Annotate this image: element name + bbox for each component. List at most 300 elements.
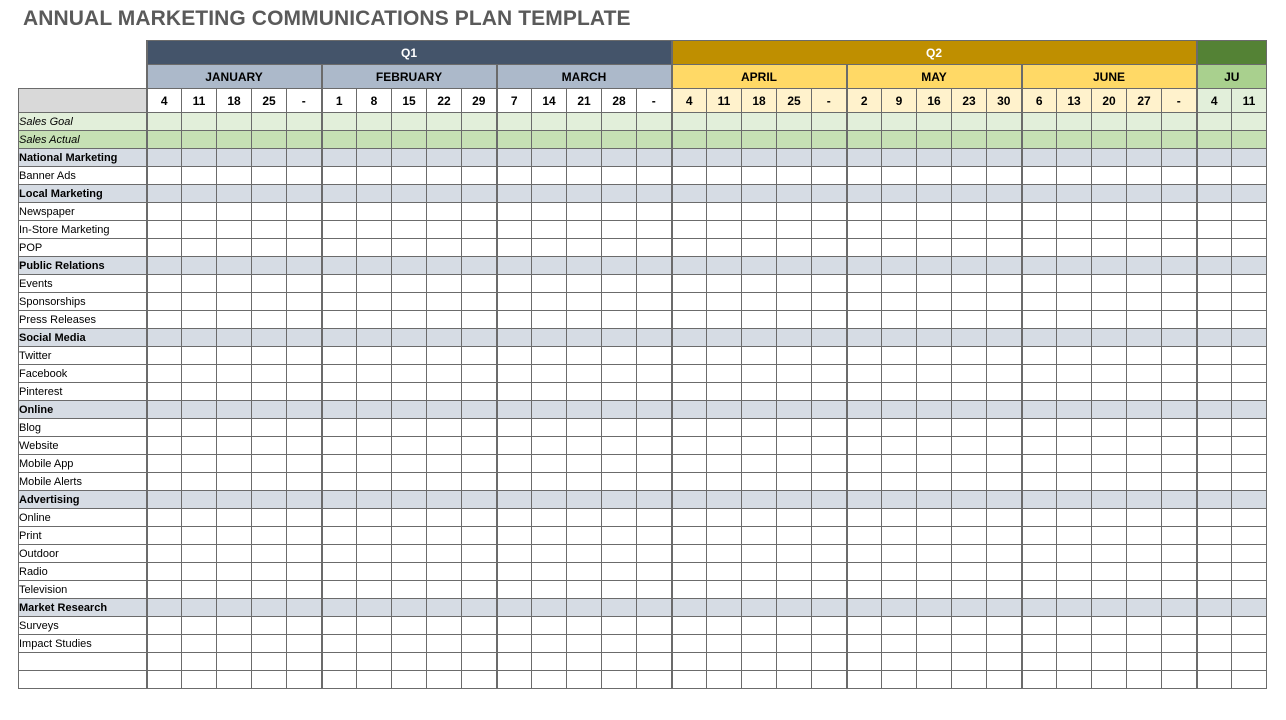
schedule-cell[interactable] bbox=[847, 581, 882, 599]
schedule-cell[interactable] bbox=[392, 473, 427, 491]
schedule-cell[interactable] bbox=[777, 149, 812, 167]
schedule-cell[interactable] bbox=[742, 383, 777, 401]
schedule-cell[interactable] bbox=[952, 311, 987, 329]
schedule-cell[interactable] bbox=[847, 131, 882, 149]
schedule-cell[interactable] bbox=[987, 293, 1022, 311]
schedule-cell[interactable] bbox=[1162, 203, 1197, 221]
schedule-cell[interactable] bbox=[1092, 473, 1127, 491]
schedule-cell[interactable] bbox=[637, 221, 672, 239]
schedule-cell[interactable] bbox=[637, 545, 672, 563]
schedule-cell[interactable] bbox=[567, 401, 602, 419]
schedule-cell[interactable] bbox=[392, 221, 427, 239]
schedule-cell[interactable] bbox=[847, 455, 882, 473]
schedule-cell[interactable] bbox=[777, 419, 812, 437]
schedule-cell[interactable] bbox=[357, 617, 392, 635]
schedule-cell[interactable] bbox=[952, 131, 987, 149]
schedule-cell[interactable] bbox=[882, 275, 917, 293]
schedule-cell[interactable] bbox=[602, 329, 637, 347]
schedule-cell[interactable] bbox=[812, 581, 847, 599]
schedule-cell[interactable] bbox=[987, 185, 1022, 203]
schedule-cell[interactable] bbox=[777, 257, 812, 275]
schedule-cell[interactable] bbox=[847, 473, 882, 491]
schedule-cell[interactable] bbox=[637, 365, 672, 383]
schedule-cell[interactable] bbox=[287, 473, 322, 491]
schedule-cell[interactable] bbox=[287, 149, 322, 167]
schedule-cell[interactable] bbox=[1197, 113, 1232, 131]
schedule-cell[interactable] bbox=[147, 599, 182, 617]
schedule-cell[interactable] bbox=[392, 581, 427, 599]
schedule-cell[interactable] bbox=[987, 455, 1022, 473]
schedule-cell[interactable] bbox=[672, 293, 707, 311]
schedule-cell[interactable] bbox=[1162, 347, 1197, 365]
schedule-cell[interactable] bbox=[952, 635, 987, 653]
schedule-cell[interactable] bbox=[462, 509, 497, 527]
schedule-cell[interactable] bbox=[917, 599, 952, 617]
schedule-cell[interactable] bbox=[1162, 239, 1197, 257]
schedule-cell[interactable] bbox=[1057, 383, 1092, 401]
schedule-cell[interactable] bbox=[497, 149, 532, 167]
schedule-cell[interactable] bbox=[637, 617, 672, 635]
schedule-cell[interactable] bbox=[287, 113, 322, 131]
schedule-cell[interactable] bbox=[357, 149, 392, 167]
schedule-cell[interactable] bbox=[532, 221, 567, 239]
schedule-cell[interactable] bbox=[777, 437, 812, 455]
schedule-cell[interactable] bbox=[427, 545, 462, 563]
schedule-cell[interactable] bbox=[567, 563, 602, 581]
schedule-cell[interactable] bbox=[217, 509, 252, 527]
schedule-cell[interactable] bbox=[742, 329, 777, 347]
schedule-cell[interactable] bbox=[322, 419, 357, 437]
schedule-cell[interactable] bbox=[1232, 581, 1267, 599]
schedule-cell[interactable] bbox=[147, 509, 182, 527]
schedule-cell[interactable] bbox=[707, 167, 742, 185]
schedule-cell[interactable] bbox=[672, 149, 707, 167]
schedule-cell[interactable] bbox=[1232, 635, 1267, 653]
schedule-cell[interactable] bbox=[917, 653, 952, 671]
schedule-cell[interactable] bbox=[1057, 221, 1092, 239]
schedule-cell[interactable] bbox=[1127, 347, 1162, 365]
schedule-cell[interactable] bbox=[287, 239, 322, 257]
schedule-cell[interactable] bbox=[1127, 257, 1162, 275]
schedule-cell[interactable] bbox=[1232, 383, 1267, 401]
schedule-cell[interactable] bbox=[987, 617, 1022, 635]
schedule-cell[interactable] bbox=[217, 383, 252, 401]
schedule-cell[interactable] bbox=[287, 545, 322, 563]
schedule-cell[interactable] bbox=[1232, 311, 1267, 329]
schedule-cell[interactable] bbox=[217, 653, 252, 671]
schedule-cell[interactable] bbox=[637, 203, 672, 221]
schedule-cell[interactable] bbox=[882, 329, 917, 347]
schedule-cell[interactable] bbox=[567, 455, 602, 473]
schedule-cell[interactable] bbox=[497, 635, 532, 653]
schedule-cell[interactable] bbox=[812, 455, 847, 473]
schedule-cell[interactable] bbox=[1057, 185, 1092, 203]
schedule-cell[interactable] bbox=[532, 185, 567, 203]
schedule-cell[interactable] bbox=[427, 509, 462, 527]
schedule-cell[interactable] bbox=[357, 293, 392, 311]
schedule-cell[interactable] bbox=[812, 635, 847, 653]
schedule-cell[interactable] bbox=[427, 617, 462, 635]
schedule-cell[interactable] bbox=[497, 437, 532, 455]
schedule-cell[interactable] bbox=[497, 509, 532, 527]
schedule-cell[interactable] bbox=[252, 293, 287, 311]
schedule-cell[interactable] bbox=[917, 221, 952, 239]
schedule-cell[interactable] bbox=[1092, 563, 1127, 581]
schedule-cell[interactable] bbox=[287, 617, 322, 635]
schedule-cell[interactable] bbox=[1232, 365, 1267, 383]
schedule-cell[interactable] bbox=[602, 203, 637, 221]
schedule-cell[interactable] bbox=[707, 581, 742, 599]
schedule-cell[interactable] bbox=[812, 113, 847, 131]
schedule-cell[interactable] bbox=[672, 527, 707, 545]
schedule-cell[interactable] bbox=[497, 347, 532, 365]
schedule-cell[interactable] bbox=[252, 185, 287, 203]
schedule-cell[interactable] bbox=[637, 437, 672, 455]
schedule-cell[interactable] bbox=[847, 635, 882, 653]
schedule-cell[interactable] bbox=[532, 167, 567, 185]
schedule-cell[interactable] bbox=[777, 509, 812, 527]
schedule-cell[interactable] bbox=[812, 437, 847, 455]
schedule-cell[interactable] bbox=[252, 635, 287, 653]
schedule-cell[interactable] bbox=[217, 635, 252, 653]
schedule-cell[interactable] bbox=[1022, 491, 1057, 509]
schedule-cell[interactable] bbox=[1057, 527, 1092, 545]
schedule-cell[interactable] bbox=[322, 185, 357, 203]
schedule-cell[interactable] bbox=[567, 365, 602, 383]
schedule-cell[interactable] bbox=[1162, 311, 1197, 329]
schedule-cell[interactable] bbox=[147, 419, 182, 437]
schedule-cell[interactable] bbox=[847, 257, 882, 275]
schedule-cell[interactable] bbox=[427, 563, 462, 581]
schedule-cell[interactable] bbox=[707, 455, 742, 473]
schedule-cell[interactable] bbox=[147, 545, 182, 563]
schedule-cell[interactable] bbox=[812, 293, 847, 311]
schedule-cell[interactable] bbox=[567, 113, 602, 131]
schedule-cell[interactable] bbox=[147, 455, 182, 473]
schedule-cell[interactable] bbox=[462, 491, 497, 509]
schedule-cell[interactable] bbox=[287, 131, 322, 149]
schedule-cell[interactable] bbox=[1092, 509, 1127, 527]
schedule-cell[interactable] bbox=[357, 527, 392, 545]
schedule-cell[interactable] bbox=[1197, 581, 1232, 599]
schedule-cell[interactable] bbox=[882, 311, 917, 329]
schedule-cell[interactable] bbox=[462, 419, 497, 437]
schedule-cell[interactable] bbox=[812, 545, 847, 563]
schedule-cell[interactable] bbox=[497, 311, 532, 329]
schedule-cell[interactable] bbox=[1022, 221, 1057, 239]
schedule-cell[interactable] bbox=[217, 221, 252, 239]
schedule-cell[interactable] bbox=[952, 419, 987, 437]
schedule-cell[interactable] bbox=[1197, 509, 1232, 527]
schedule-cell[interactable] bbox=[462, 113, 497, 131]
schedule-cell[interactable] bbox=[1022, 455, 1057, 473]
schedule-cell[interactable] bbox=[1092, 257, 1127, 275]
schedule-cell[interactable] bbox=[847, 545, 882, 563]
schedule-cell[interactable] bbox=[1022, 473, 1057, 491]
schedule-cell[interactable] bbox=[777, 365, 812, 383]
schedule-cell[interactable] bbox=[147, 167, 182, 185]
schedule-cell[interactable] bbox=[707, 239, 742, 257]
schedule-cell[interactable] bbox=[602, 113, 637, 131]
schedule-cell[interactable] bbox=[392, 311, 427, 329]
schedule-cell[interactable] bbox=[532, 401, 567, 419]
schedule-cell[interactable] bbox=[462, 257, 497, 275]
schedule-cell[interactable] bbox=[1022, 167, 1057, 185]
schedule-cell[interactable] bbox=[1232, 185, 1267, 203]
schedule-cell[interactable] bbox=[1092, 653, 1127, 671]
schedule-cell[interactable] bbox=[1127, 401, 1162, 419]
schedule-cell[interactable] bbox=[252, 149, 287, 167]
schedule-cell[interactable] bbox=[952, 383, 987, 401]
schedule-cell[interactable] bbox=[1092, 599, 1127, 617]
schedule-cell[interactable] bbox=[1057, 617, 1092, 635]
schedule-cell[interactable] bbox=[1092, 365, 1127, 383]
schedule-cell[interactable] bbox=[567, 149, 602, 167]
schedule-cell[interactable] bbox=[287, 185, 322, 203]
schedule-cell[interactable] bbox=[567, 239, 602, 257]
schedule-cell[interactable] bbox=[392, 113, 427, 131]
schedule-cell[interactable] bbox=[567, 653, 602, 671]
schedule-cell[interactable] bbox=[357, 185, 392, 203]
schedule-cell[interactable] bbox=[322, 455, 357, 473]
schedule-cell[interactable] bbox=[812, 257, 847, 275]
schedule-cell[interactable] bbox=[567, 383, 602, 401]
schedule-cell[interactable] bbox=[182, 617, 217, 635]
schedule-cell[interactable] bbox=[952, 437, 987, 455]
schedule-cell[interactable] bbox=[217, 365, 252, 383]
schedule-cell[interactable] bbox=[672, 401, 707, 419]
schedule-cell[interactable] bbox=[1232, 509, 1267, 527]
schedule-cell[interactable] bbox=[1022, 185, 1057, 203]
schedule-cell[interactable] bbox=[1092, 185, 1127, 203]
schedule-cell[interactable] bbox=[357, 509, 392, 527]
schedule-cell[interactable] bbox=[1197, 599, 1232, 617]
schedule-cell[interactable] bbox=[1022, 545, 1057, 563]
schedule-cell[interactable] bbox=[1162, 149, 1197, 167]
schedule-cell[interactable] bbox=[812, 239, 847, 257]
schedule-cell[interactable] bbox=[987, 491, 1022, 509]
schedule-cell[interactable] bbox=[1232, 203, 1267, 221]
schedule-cell[interactable] bbox=[602, 545, 637, 563]
schedule-cell[interactable] bbox=[1232, 455, 1267, 473]
schedule-cell[interactable] bbox=[952, 671, 987, 689]
schedule-cell[interactable] bbox=[847, 113, 882, 131]
schedule-cell[interactable] bbox=[252, 455, 287, 473]
schedule-cell[interactable] bbox=[917, 239, 952, 257]
schedule-cell[interactable] bbox=[532, 581, 567, 599]
schedule-cell[interactable] bbox=[952, 239, 987, 257]
schedule-cell[interactable] bbox=[427, 149, 462, 167]
schedule-cell[interactable] bbox=[1232, 329, 1267, 347]
schedule-cell[interactable] bbox=[952, 347, 987, 365]
schedule-cell[interactable] bbox=[147, 275, 182, 293]
schedule-cell[interactable] bbox=[532, 545, 567, 563]
schedule-cell[interactable] bbox=[462, 365, 497, 383]
schedule-cell[interactable] bbox=[1197, 257, 1232, 275]
schedule-cell[interactable] bbox=[672, 257, 707, 275]
schedule-cell[interactable] bbox=[777, 563, 812, 581]
schedule-cell[interactable] bbox=[672, 239, 707, 257]
schedule-cell[interactable] bbox=[147, 473, 182, 491]
schedule-cell[interactable] bbox=[532, 653, 567, 671]
schedule-cell[interactable] bbox=[882, 545, 917, 563]
schedule-cell[interactable] bbox=[182, 401, 217, 419]
schedule-cell[interactable] bbox=[1197, 617, 1232, 635]
schedule-cell[interactable] bbox=[1127, 293, 1162, 311]
schedule-cell[interactable] bbox=[987, 365, 1022, 383]
schedule-cell[interactable] bbox=[462, 239, 497, 257]
schedule-cell[interactable] bbox=[462, 437, 497, 455]
schedule-cell[interactable] bbox=[532, 599, 567, 617]
schedule-cell[interactable] bbox=[462, 221, 497, 239]
schedule-cell[interactable] bbox=[147, 437, 182, 455]
schedule-cell[interactable] bbox=[217, 581, 252, 599]
schedule-cell[interactable] bbox=[567, 257, 602, 275]
schedule-cell[interactable] bbox=[1127, 203, 1162, 221]
schedule-cell[interactable] bbox=[1127, 329, 1162, 347]
schedule-cell[interactable] bbox=[357, 671, 392, 689]
schedule-cell[interactable] bbox=[1162, 167, 1197, 185]
schedule-cell[interactable] bbox=[917, 113, 952, 131]
schedule-cell[interactable] bbox=[357, 599, 392, 617]
schedule-cell[interactable] bbox=[847, 221, 882, 239]
schedule-cell[interactable] bbox=[532, 563, 567, 581]
schedule-cell[interactable] bbox=[742, 149, 777, 167]
schedule-cell[interactable] bbox=[182, 473, 217, 491]
schedule-cell[interactable] bbox=[1162, 221, 1197, 239]
schedule-cell[interactable] bbox=[287, 275, 322, 293]
schedule-cell[interactable] bbox=[462, 401, 497, 419]
schedule-cell[interactable] bbox=[917, 311, 952, 329]
schedule-cell[interactable] bbox=[882, 347, 917, 365]
schedule-cell[interactable] bbox=[637, 581, 672, 599]
schedule-cell[interactable] bbox=[1022, 671, 1057, 689]
schedule-cell[interactable] bbox=[287, 599, 322, 617]
schedule-cell[interactable] bbox=[882, 635, 917, 653]
schedule-cell[interactable] bbox=[707, 383, 742, 401]
schedule-cell[interactable] bbox=[952, 329, 987, 347]
schedule-cell[interactable] bbox=[987, 527, 1022, 545]
schedule-cell[interactable] bbox=[672, 581, 707, 599]
schedule-cell[interactable] bbox=[322, 581, 357, 599]
schedule-cell[interactable] bbox=[182, 167, 217, 185]
schedule-cell[interactable] bbox=[1057, 203, 1092, 221]
schedule-cell[interactable] bbox=[497, 221, 532, 239]
schedule-cell[interactable] bbox=[1022, 131, 1057, 149]
schedule-cell[interactable] bbox=[1057, 347, 1092, 365]
schedule-cell[interactable] bbox=[742, 167, 777, 185]
schedule-cell[interactable] bbox=[392, 437, 427, 455]
schedule-cell[interactable] bbox=[882, 455, 917, 473]
schedule-cell[interactable] bbox=[707, 365, 742, 383]
schedule-cell[interactable] bbox=[497, 365, 532, 383]
schedule-cell[interactable] bbox=[847, 185, 882, 203]
schedule-cell[interactable] bbox=[532, 239, 567, 257]
schedule-cell[interactable] bbox=[287, 293, 322, 311]
schedule-cell[interactable] bbox=[567, 275, 602, 293]
schedule-cell[interactable] bbox=[427, 221, 462, 239]
schedule-cell[interactable] bbox=[1057, 257, 1092, 275]
schedule-cell[interactable] bbox=[462, 311, 497, 329]
schedule-cell[interactable] bbox=[1092, 437, 1127, 455]
schedule-cell[interactable] bbox=[147, 185, 182, 203]
schedule-cell[interactable] bbox=[147, 527, 182, 545]
schedule-cell[interactable] bbox=[567, 527, 602, 545]
schedule-cell[interactable] bbox=[427, 527, 462, 545]
schedule-cell[interactable] bbox=[707, 599, 742, 617]
schedule-cell[interactable] bbox=[322, 347, 357, 365]
schedule-cell[interactable] bbox=[917, 347, 952, 365]
schedule-cell[interactable] bbox=[182, 437, 217, 455]
schedule-cell[interactable] bbox=[252, 599, 287, 617]
schedule-cell[interactable] bbox=[1022, 383, 1057, 401]
schedule-cell[interactable] bbox=[742, 419, 777, 437]
schedule-cell[interactable] bbox=[532, 491, 567, 509]
schedule-cell[interactable] bbox=[322, 239, 357, 257]
schedule-cell[interactable] bbox=[777, 617, 812, 635]
schedule-cell[interactable] bbox=[1197, 275, 1232, 293]
schedule-cell[interactable] bbox=[637, 599, 672, 617]
schedule-cell[interactable] bbox=[742, 599, 777, 617]
schedule-cell[interactable] bbox=[1127, 635, 1162, 653]
schedule-cell[interactable] bbox=[462, 383, 497, 401]
schedule-cell[interactable] bbox=[952, 167, 987, 185]
schedule-cell[interactable] bbox=[987, 113, 1022, 131]
schedule-cell[interactable] bbox=[1232, 599, 1267, 617]
schedule-cell[interactable] bbox=[777, 473, 812, 491]
schedule-cell[interactable] bbox=[1162, 293, 1197, 311]
schedule-cell[interactable] bbox=[427, 113, 462, 131]
schedule-cell[interactable] bbox=[1057, 239, 1092, 257]
schedule-cell[interactable] bbox=[357, 167, 392, 185]
schedule-cell[interactable] bbox=[987, 635, 1022, 653]
schedule-cell[interactable] bbox=[322, 671, 357, 689]
schedule-cell[interactable] bbox=[1162, 329, 1197, 347]
schedule-cell[interactable] bbox=[602, 455, 637, 473]
schedule-cell[interactable] bbox=[707, 149, 742, 167]
schedule-cell[interactable] bbox=[357, 545, 392, 563]
schedule-cell[interactable] bbox=[777, 203, 812, 221]
schedule-cell[interactable] bbox=[357, 275, 392, 293]
schedule-cell[interactable] bbox=[602, 383, 637, 401]
schedule-cell[interactable] bbox=[637, 527, 672, 545]
schedule-cell[interactable] bbox=[427, 293, 462, 311]
schedule-cell[interactable] bbox=[917, 617, 952, 635]
schedule-cell[interactable] bbox=[777, 671, 812, 689]
schedule-cell[interactable] bbox=[532, 293, 567, 311]
schedule-cell[interactable] bbox=[217, 455, 252, 473]
schedule-cell[interactable] bbox=[777, 455, 812, 473]
schedule-cell[interactable] bbox=[1022, 257, 1057, 275]
schedule-cell[interactable] bbox=[1057, 473, 1092, 491]
schedule-cell[interactable] bbox=[182, 455, 217, 473]
schedule-cell[interactable] bbox=[497, 329, 532, 347]
schedule-cell[interactable] bbox=[637, 167, 672, 185]
schedule-cell[interactable] bbox=[707, 221, 742, 239]
schedule-cell[interactable] bbox=[147, 239, 182, 257]
schedule-cell[interactable] bbox=[602, 635, 637, 653]
schedule-cell[interactable] bbox=[182, 311, 217, 329]
schedule-cell[interactable] bbox=[1197, 383, 1232, 401]
schedule-cell[interactable] bbox=[287, 221, 322, 239]
schedule-cell[interactable] bbox=[882, 437, 917, 455]
schedule-cell[interactable] bbox=[217, 329, 252, 347]
schedule-cell[interactable] bbox=[252, 239, 287, 257]
schedule-cell[interactable] bbox=[497, 185, 532, 203]
schedule-cell[interactable] bbox=[672, 311, 707, 329]
schedule-cell[interactable] bbox=[322, 527, 357, 545]
schedule-cell[interactable] bbox=[217, 563, 252, 581]
